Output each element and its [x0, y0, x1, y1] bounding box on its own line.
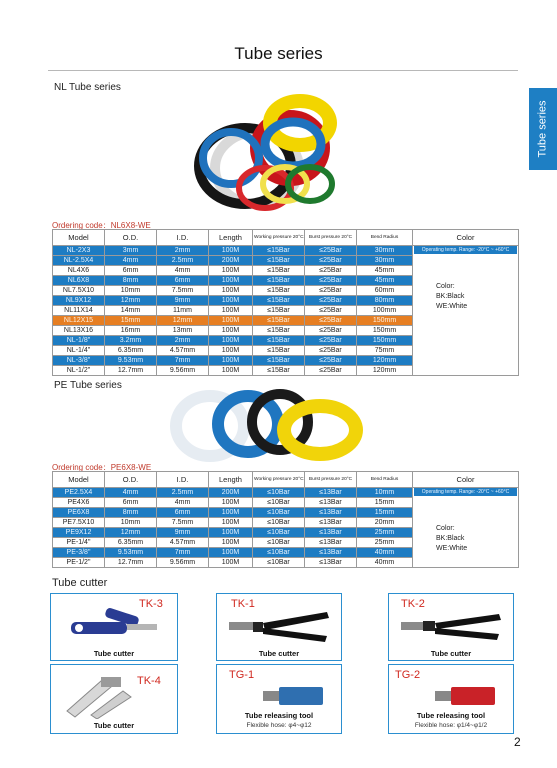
od-cell: 4mm [105, 256, 157, 266]
tool-card-tg1 [216, 664, 342, 734]
tool-card-tk3 [50, 593, 178, 661]
working-pressure-cell: ≤15Bar [253, 296, 305, 306]
tg1-hose-range: Flexible hose: φ4~φ12 [246, 722, 312, 729]
id-cell: 2mm [157, 246, 209, 256]
bend-radius-cell: 150mm [357, 336, 413, 346]
working-pressure-cell: ≤10Bar [253, 538, 305, 548]
id-cell: 2.5mm [157, 256, 209, 266]
length-cell: 100M [209, 316, 253, 326]
length-cell: 100M [209, 276, 253, 286]
color-option-line: Color: [436, 283, 455, 290]
model-cell: PE6X8 [53, 508, 105, 518]
color-option-line: BK:Black [436, 535, 465, 542]
col-working-pressure: Working pressure 20°C [253, 472, 305, 488]
od-cell: 8mm [105, 276, 157, 286]
burst-pressure-cell: ≤25Bar [305, 336, 357, 346]
burst-pressure-cell: ≤25Bar [305, 326, 357, 336]
length-cell: 100M [209, 336, 253, 346]
tk4-code: TK-4 [137, 675, 161, 687]
working-pressure-cell: ≤15Bar [253, 286, 305, 296]
length-cell: 100M [209, 246, 253, 256]
working-pressure-cell: ≤15Bar [253, 276, 305, 286]
working-pressure-cell: ≤15Bar [253, 316, 305, 326]
od-cell: 9.53mm [105, 356, 157, 366]
bend-radius-cell: 80mm [357, 296, 413, 306]
bend-radius-cell: 45mm [357, 266, 413, 276]
length-cell: 100M [209, 548, 253, 558]
color-option-line: Color: [436, 525, 455, 532]
tk4-cutter-icon [61, 671, 141, 719]
length-cell: 100M [209, 266, 253, 276]
id-cell: 4.57mm [157, 538, 209, 548]
page-number: 2 [514, 735, 521, 749]
tk4-caption: Tube cutter [93, 721, 135, 730]
bend-radius-cell: 15mm [357, 508, 413, 518]
length-cell: 100M [209, 326, 253, 336]
burst-pressure-cell: ≤25Bar [305, 316, 357, 326]
tool-card-tk2 [388, 593, 514, 661]
od-cell: 12.7mm [105, 558, 157, 568]
model-cell: PE-1/2" [53, 558, 105, 568]
od-cell: 12.7mm [105, 366, 157, 376]
od-cell: 6mm [105, 266, 157, 276]
bend-radius-cell: 75mm [357, 346, 413, 356]
length-cell: 200M [209, 256, 253, 266]
color-options [414, 282, 517, 312]
model-cell: PE7.5X10 [53, 518, 105, 528]
working-pressure-cell: ≤10Bar [253, 528, 305, 538]
working-pressure-cell: ≤10Bar [253, 548, 305, 558]
bend-radius-cell: 15mm [357, 498, 413, 508]
od-cell: 6mm [105, 498, 157, 508]
length-cell: 100M [209, 346, 253, 356]
burst-pressure-cell: ≤25Bar [305, 276, 357, 286]
burst-pressure-cell: ≤13Bar [305, 508, 357, 518]
length-cell: 100M [209, 538, 253, 548]
bend-radius-cell: 60mm [357, 286, 413, 296]
id-cell: 7mm [157, 356, 209, 366]
table-row [53, 246, 519, 256]
working-pressure-cell: ≤15Bar [253, 326, 305, 336]
burst-pressure-cell: ≤13Bar [305, 538, 357, 548]
working-pressure-cell: ≤15Bar [253, 246, 305, 256]
bend-radius-cell: 150mm [357, 316, 413, 326]
tk1-cutter-icon [227, 608, 333, 644]
pe-section-title: PE Tube series [54, 380, 122, 391]
nl-section-title: NL Tube series [54, 82, 121, 93]
id-cell: 6mm [157, 508, 209, 518]
col-burst-pressure: Burst pressure 20°C [305, 230, 357, 246]
id-cell: 9mm [157, 296, 209, 306]
color-option-line: WE:White [436, 545, 468, 552]
working-pressure-cell: ≤15Bar [253, 256, 305, 266]
model-cell: NL11X14 [53, 306, 105, 316]
tk3-code: TK-3 [139, 598, 163, 610]
burst-pressure-cell: ≤25Bar [305, 306, 357, 316]
model-cell: PE-1/4" [53, 538, 105, 548]
burst-pressure-cell: ≤13Bar [305, 548, 357, 558]
burst-pressure-cell: ≤13Bar [305, 488, 357, 498]
model-cell: NL6X8 [53, 276, 105, 286]
tk2-code: TK-2 [401, 598, 425, 610]
id-cell: 7.5mm [157, 518, 209, 528]
id-cell: 6mm [157, 276, 209, 286]
burst-pressure-cell: ≤25Bar [305, 366, 357, 376]
col-id: I.D. [157, 230, 209, 246]
tk1-caption: Tube cutter [258, 649, 300, 658]
nl-spec-table [52, 229, 519, 376]
tg2-code: TG-2 [395, 669, 421, 681]
burst-pressure-cell: ≤25Bar [305, 286, 357, 296]
bend-radius-cell: 120mm [357, 356, 413, 366]
tk1-code: TK-1 [231, 598, 255, 610]
tool-card-tk4 [50, 664, 178, 734]
bend-radius-cell: 40mm [357, 558, 413, 568]
od-cell: 4mm [105, 488, 157, 498]
burst-pressure-cell: ≤25Bar [305, 266, 357, 276]
tool-card-tg2 [388, 664, 514, 734]
nl-table-body [53, 246, 519, 376]
working-pressure-cell: ≤10Bar [253, 518, 305, 528]
model-cell: NL-1/8" [53, 336, 105, 346]
tk3-caption: Tube cutter [93, 649, 135, 658]
od-cell: 6.35mm [105, 538, 157, 548]
model-cell: NL7.5X10 [53, 286, 105, 296]
length-cell: 100M [209, 356, 253, 366]
model-cell: NL-1/4" [53, 346, 105, 356]
od-cell: 9.53mm [105, 548, 157, 558]
bend-radius-cell: 40mm [357, 548, 413, 558]
col-bend-radius: Bend Radius [357, 472, 413, 488]
length-cell: 100M [209, 518, 253, 528]
od-cell: 6.35mm [105, 346, 157, 356]
col-color: Color [413, 472, 519, 488]
col-id: I.D. [157, 472, 209, 488]
model-cell: PE-3/8" [53, 548, 105, 558]
id-cell: 4.57mm [157, 346, 209, 356]
bend-radius-cell: 150mm [357, 326, 413, 336]
nl-header-row [53, 230, 519, 246]
od-cell: 12mm [105, 296, 157, 306]
length-cell: 100M [209, 286, 253, 296]
od-cell: 14mm [105, 306, 157, 316]
side-tab-label: Tube series [537, 100, 549, 158]
tg1-release-tool-icon [263, 685, 325, 707]
working-pressure-cell: ≤10Bar [253, 498, 305, 508]
id-cell: 9.56mm [157, 558, 209, 568]
model-cell: NL12X15 [53, 316, 105, 326]
col-length: Length [209, 472, 253, 488]
page-title: Tube series [234, 44, 323, 63]
length-cell: 100M [209, 498, 253, 508]
od-cell: 10mm [105, 286, 157, 296]
working-pressure-cell: ≤15Bar [253, 346, 305, 356]
burst-pressure-cell: ≤25Bar [305, 296, 357, 306]
nl-tube-coils-photo [175, 88, 355, 218]
working-pressure-cell: ≤15Bar [253, 336, 305, 346]
color-option-line: WE:White [436, 303, 468, 310]
operating-temp-range: Operating temp. Range: -20°C ~ +60°C [414, 246, 517, 254]
col-length: Length [209, 230, 253, 246]
length-cell: 100M [209, 366, 253, 376]
burst-pressure-cell: ≤13Bar [305, 558, 357, 568]
burst-pressure-cell: ≤13Bar [305, 498, 357, 508]
burst-pressure-cell: ≤13Bar [305, 528, 357, 538]
col-od: O.D. [105, 230, 157, 246]
operating-temp-range: Operating temp. Range: -20°C ~ +60°C [414, 488, 517, 496]
length-cell: 100M [209, 528, 253, 538]
burst-pressure-cell: ≤25Bar [305, 356, 357, 366]
model-cell: NL13X16 [53, 326, 105, 336]
tube-cutter-section-title: Tube cutter [52, 577, 108, 589]
bend-radius-cell: 30mm [357, 246, 413, 256]
col-model: Model [53, 472, 105, 488]
tg1-code: TG-1 [229, 669, 255, 681]
bend-radius-cell: 120mm [357, 366, 413, 376]
model-cell: NL4X6 [53, 266, 105, 276]
burst-pressure-cell: ≤13Bar [305, 518, 357, 528]
model-cell: NL-2X3 [53, 246, 105, 256]
model-cell: NL-1/2" [53, 366, 105, 376]
pe-tube-coils-photo [168, 386, 378, 462]
length-cell: 200M [209, 488, 253, 498]
bend-radius-cell: 25mm [357, 538, 413, 548]
tg2-release-tool-icon [435, 685, 497, 707]
color-options [414, 524, 517, 554]
burst-pressure-cell: ≤25Bar [305, 256, 357, 266]
bend-radius-cell: 25mm [357, 528, 413, 538]
col-bend-radius: Bend Radius [357, 230, 413, 246]
tk3-cutter-icon [65, 604, 165, 648]
od-cell: 12mm [105, 528, 157, 538]
od-cell: 3.2mm [105, 336, 157, 346]
bend-radius-cell: 45mm [357, 276, 413, 286]
pe-header-row [53, 472, 519, 488]
length-cell: 100M [209, 306, 253, 316]
col-model: Model [53, 230, 105, 246]
id-cell: 2.5mm [157, 488, 209, 498]
id-cell: 9.56mm [157, 366, 209, 376]
length-cell: 100M [209, 508, 253, 518]
od-cell: 15mm [105, 316, 157, 326]
od-cell: 10mm [105, 518, 157, 528]
id-cell: 4mm [157, 266, 209, 276]
working-pressure-cell: ≤15Bar [253, 266, 305, 276]
od-cell: 16mm [105, 326, 157, 336]
table-row [53, 488, 519, 498]
side-tab [529, 88, 557, 170]
id-cell: 12mm [157, 316, 209, 326]
col-od: O.D. [105, 472, 157, 488]
od-cell: 3mm [105, 246, 157, 256]
burst-pressure-cell: ≤25Bar [305, 346, 357, 356]
length-cell: 100M [209, 296, 253, 306]
id-cell: 2mm [157, 336, 209, 346]
length-cell: 100M [209, 558, 253, 568]
color-option-line: BK:Black [436, 293, 465, 300]
model-cell: PE4X6 [53, 498, 105, 508]
col-color: Color [413, 230, 519, 246]
col-burst-pressure: Burst pressure 20°C [305, 472, 357, 488]
working-pressure-cell: ≤15Bar [253, 306, 305, 316]
model-cell: PE2.5X4 [53, 488, 105, 498]
bend-radius-cell: 30mm [357, 256, 413, 266]
title-rule [48, 70, 518, 71]
tool-card-tk1 [216, 593, 342, 661]
working-pressure-cell: ≤10Bar [253, 558, 305, 568]
tg2-caption: Tube releasing tool [416, 711, 486, 720]
id-cell: 13mm [157, 326, 209, 336]
nl-ordering-code: Ordering code：NL6X8-WE [52, 221, 151, 230]
model-cell: NL9X12 [53, 296, 105, 306]
id-cell: 4mm [157, 498, 209, 508]
working-pressure-cell: ≤15Bar [253, 366, 305, 376]
color-info-cell [413, 246, 519, 376]
working-pressure-cell: ≤10Bar [253, 508, 305, 518]
model-cell: PE9X12 [53, 528, 105, 538]
id-cell: 11mm [157, 306, 209, 316]
tg2-hose-range: Flexible hose: φ1/4~φ1/2 [414, 722, 488, 729]
burst-pressure-cell: ≤25Bar [305, 246, 357, 256]
id-cell: 7.5mm [157, 286, 209, 296]
working-pressure-cell: ≤15Bar [253, 356, 305, 366]
od-cell: 8mm [105, 508, 157, 518]
id-cell: 7mm [157, 548, 209, 558]
color-info-cell [413, 488, 519, 568]
tk2-caption: Tube cutter [430, 649, 472, 658]
bend-radius-cell: 20mm [357, 518, 413, 528]
model-cell: NL-3/8" [53, 356, 105, 366]
model-cell: NL-2.5X4 [53, 256, 105, 266]
col-working-pressure: Working pressure 20°C [253, 230, 305, 246]
tk2-cutter-icon [399, 608, 505, 644]
pe-table-body [53, 488, 519, 568]
pe-spec-table [52, 471, 519, 568]
pe-ordering-code: Ordering code：PE6X8-WE [52, 463, 152, 472]
tg1-caption: Tube releasing tool [244, 711, 314, 720]
id-cell: 9mm [157, 528, 209, 538]
bend-radius-cell: 100mm [357, 306, 413, 316]
working-pressure-cell: ≤10Bar [253, 488, 305, 498]
bend-radius-cell: 10mm [357, 488, 413, 498]
